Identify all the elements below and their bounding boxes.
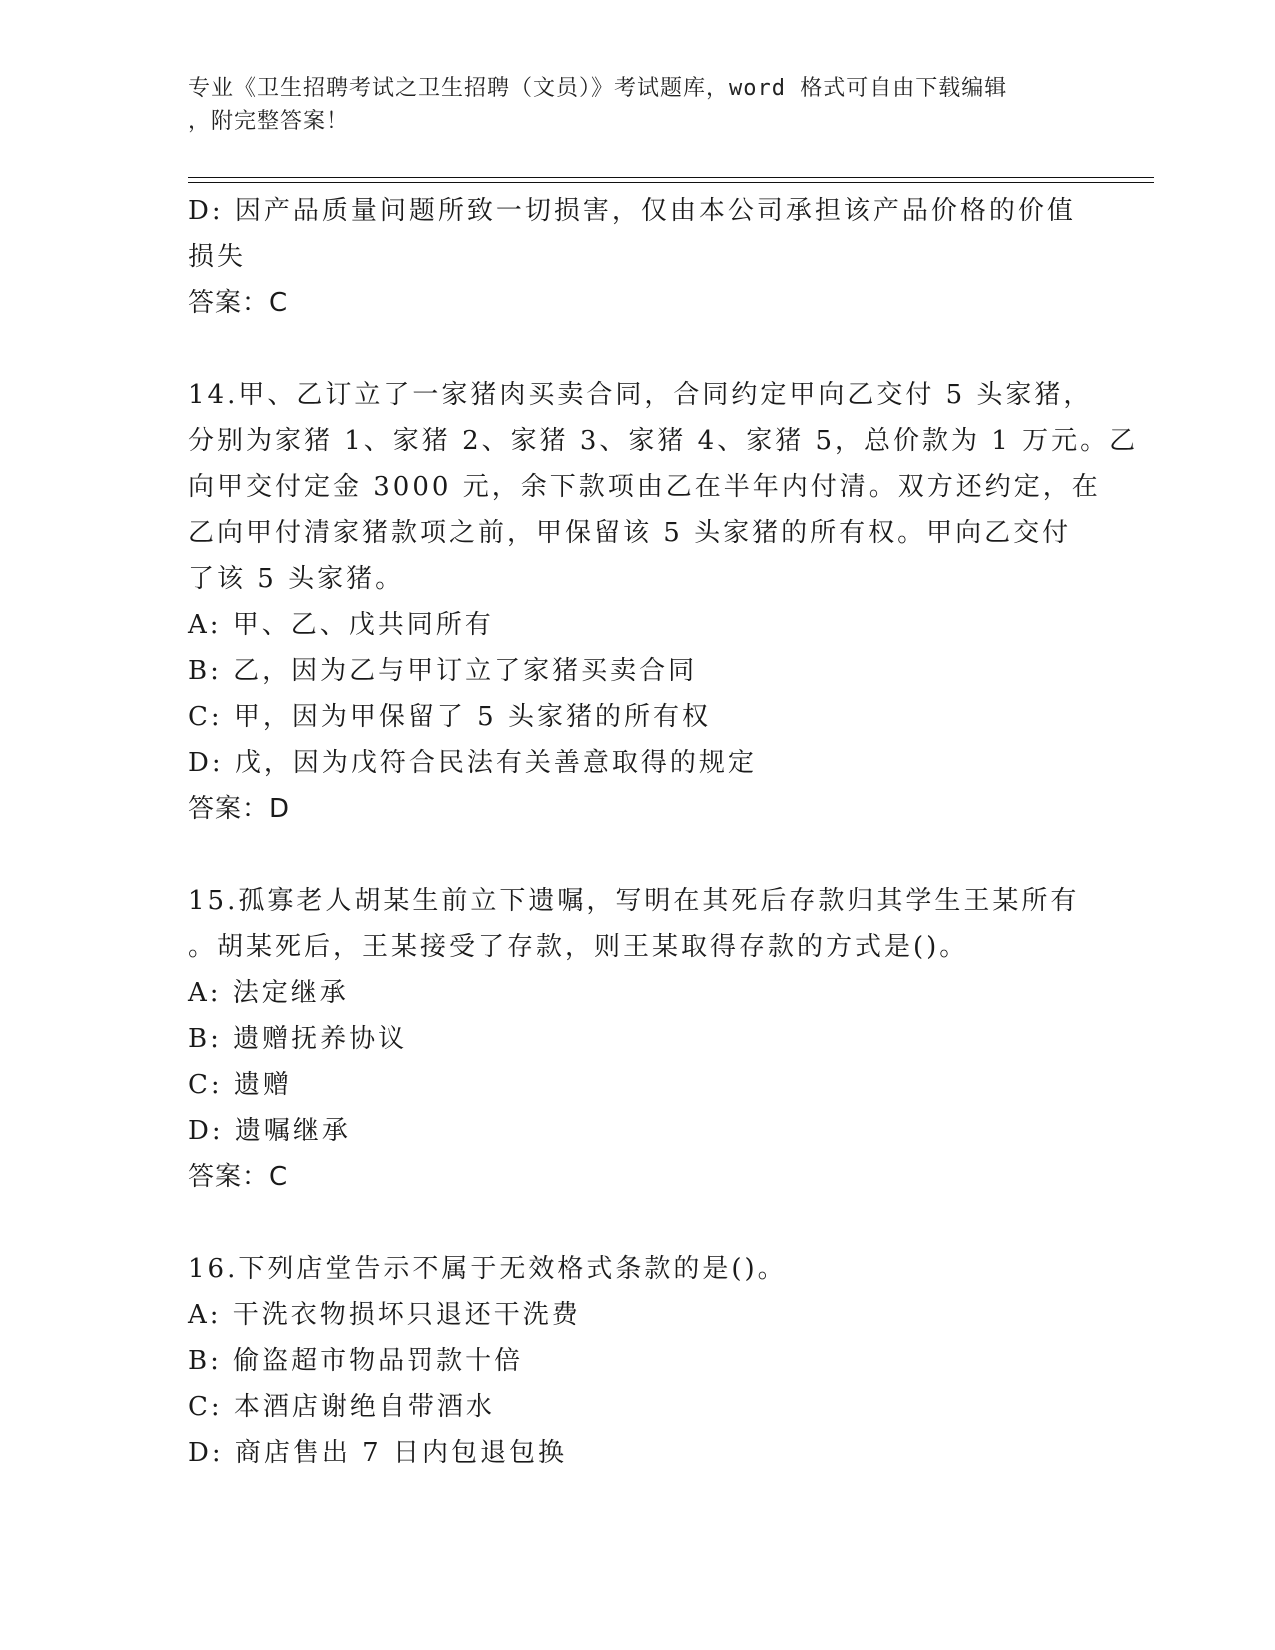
question-14 [188, 372, 1139, 832]
answer: 答案：C [188, 1162, 289, 1192]
question-content [188, 188, 1139, 1476]
header-divider-bottom [188, 182, 1154, 183]
question-stem: 乙向甲付清家猪款项之前，甲保留该 5 头家猪的所有权。甲向乙交付 [188, 518, 1072, 548]
question-13 [188, 188, 1088, 326]
spacer [188, 1200, 1088, 1246]
header-line-2: ，附完整答案！ [188, 109, 350, 134]
question-16 [188, 1246, 1088, 1476]
option-d: D: 商店售出 7 日内包退包换 [188, 1438, 567, 1468]
option-b: B: 偷盗超市物品罚款十倍 [188, 1346, 524, 1376]
option-b: B: 乙，因为乙与甲订立了家猪买卖合同 [188, 656, 698, 686]
option-b: B: 遗赠抚养协议 [188, 1024, 408, 1054]
option-c: C: 本酒店谢绝自带酒水 [188, 1392, 495, 1422]
question-stem: 。胡某死后，王某接受了存款，则王某取得存款的方式是()。 [188, 932, 969, 962]
answer: 答案：D [188, 794, 291, 824]
question-stem: 了该 5 头家猪。 [188, 564, 405, 594]
question-stem: 14.甲、乙订立了一家猪肉买卖合同，合同约定甲向乙交付 5 头家猪， [188, 380, 1093, 410]
question-stem: 15.孤寡老人胡某生前立下遗嘱，写明在其死后存款归其学生王某所有 [188, 886, 1080, 916]
question-stem: 向甲交付定金 3000 元，余下款项由乙在半年内付清。双方还约定，在 [188, 472, 1101, 502]
document-header [188, 72, 1068, 138]
header-divider-top [188, 177, 1154, 178]
option-d-continued: 损失 [188, 242, 247, 272]
question-15 [188, 878, 1088, 1200]
option-d: D: 戊，因为戊符合民法有关善意取得的规定 [188, 748, 757, 778]
option-c: C: 甲，因为甲保留了 5 头家猪的所有权 [188, 702, 711, 732]
spacer [188, 832, 1088, 878]
option-c: C: 遗赠 [188, 1070, 292, 1100]
question-stem: 分别为家猪 1、家猪 2、家猪 3、家猪 4、家猪 5，总价款为 1 万元。乙 [188, 426, 1139, 456]
question-stem: 16.下列店堂告示不属于无效格式条款的是()。 [188, 1254, 787, 1284]
header-line-1: 专业《卫生招聘考试之卫生招聘（文员）》考试题库，word 格式可自由下载编辑 [188, 76, 1008, 101]
spacer [188, 326, 1088, 372]
answer: 答案：C [188, 288, 289, 318]
option-a: A: 甲、乙、戊共同所有 [188, 610, 494, 640]
option-d: D: 遗嘱继承 [188, 1116, 351, 1146]
option-a: A: 干洗衣物损坏只退还干洗费 [188, 1300, 581, 1330]
option-a: A: 法定继承 [188, 978, 349, 1008]
option-d: D: 因产品质量问题所致一切损害，仅由本公司承担该产品价格的价值 [188, 196, 1076, 226]
